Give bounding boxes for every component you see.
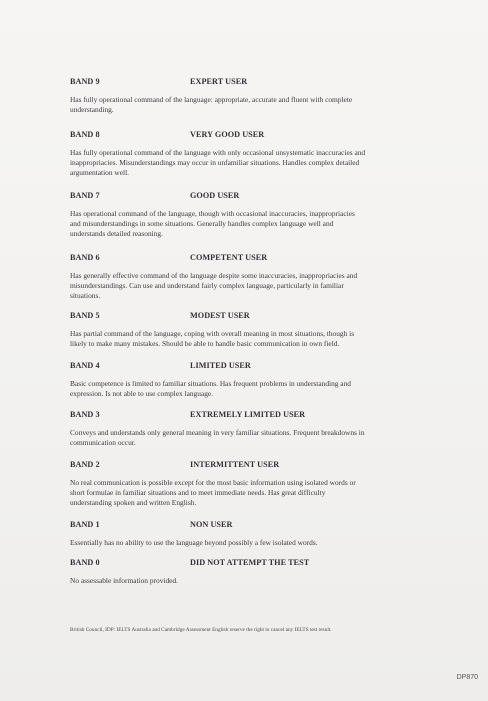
band-description: No assessable information provided. xyxy=(70,576,178,585)
band-title: LIMITED USER xyxy=(190,361,251,370)
document-code: DP870 xyxy=(456,674,478,681)
band-description: No real communication is possible except for the most basic information using isolated words or short formulae in familiar situations and to meet immediate needs. Has great difficulty understanding spoken and written English. xyxy=(70,478,356,507)
band-title: GOOD USER xyxy=(190,191,240,200)
band-descriptors xyxy=(70,77,420,594)
band-number: BAND 7 xyxy=(70,191,100,200)
band-number: BAND 2 xyxy=(70,460,100,469)
band-title: DID NOT ATTEMPT THE TEST xyxy=(190,558,310,567)
band-description: Has generally effective command of the language despite some inaccuracies, inappropriacies and misunderstandings. Can use and understand fairly complex language, particularly in familiar situations. xyxy=(70,271,358,300)
band-heading xyxy=(70,520,420,534)
band-description: Has partial command of the language, coping with overall meaning in most situations, though is likely to make many mistakes. Should be able to handle basic communication in own field. xyxy=(70,329,355,348)
band-description: Basic competence is limited to familiar situations. Has frequent problems in understanding and expression. Is not able to use complex language. xyxy=(70,379,351,398)
band-heading xyxy=(70,558,420,572)
band-0-section xyxy=(70,558,420,594)
band-4-section xyxy=(70,361,420,410)
band-title: NON USER xyxy=(190,520,233,529)
band-number: BAND 6 xyxy=(70,253,100,262)
band-number: BAND 5 xyxy=(70,311,100,320)
band-1-section xyxy=(70,520,420,558)
band-heading xyxy=(70,311,420,325)
band-description: Has fully operational command of the language with only occasional unsystematic inaccuracies and inappropriacies. Misunderstandings may occur in unfamiliar situations. Handles complex detailed argumentation well. xyxy=(70,148,366,177)
band-9-section xyxy=(70,77,420,130)
band-title: EXTREMELY LIMITED USER xyxy=(190,410,306,419)
band-2-section xyxy=(70,460,420,520)
band-heading xyxy=(70,253,420,267)
band-8-section xyxy=(70,130,420,191)
band-7-section xyxy=(70,191,420,253)
band-title: VERY GOOD USER xyxy=(190,130,265,139)
band-6-section xyxy=(70,253,420,311)
band-3-section xyxy=(70,410,420,460)
band-title: EXPERT USER xyxy=(190,77,248,86)
band-number: BAND 8 xyxy=(70,130,100,139)
band-title: INTERMITTENT USER xyxy=(190,460,280,469)
band-number: BAND 4 xyxy=(70,361,100,370)
band-description: Has operational command of the language, though with occasional inaccuracies, inappropriacies and misunderstandings in some situations. Generally handles complex language well and understands detailed reasoning. xyxy=(70,209,355,238)
band-heading xyxy=(70,191,420,205)
band-number: BAND 0 xyxy=(70,558,100,567)
band-description: Essentially has no ability to use the language beyond possibly a few isolated words. xyxy=(70,538,318,547)
band-description: Has fully operational command of the language: appropriate, accurate and fluent with complete understanding. xyxy=(70,95,353,114)
band-5-section xyxy=(70,311,420,361)
band-title: MODEST USER xyxy=(190,311,250,320)
band-number: BAND 1 xyxy=(70,520,100,529)
band-title: COMPETENT USER xyxy=(190,253,268,262)
band-heading xyxy=(70,77,420,91)
band-heading xyxy=(70,130,420,144)
band-heading xyxy=(70,460,420,474)
band-number: BAND 9 xyxy=(70,77,100,86)
band-heading xyxy=(70,361,420,375)
footer-note: British Council, IDP: IELTS Australia and Cambridge Assessment English reserve the right to cancel any IELTS test result. xyxy=(70,627,332,633)
band-number: BAND 3 xyxy=(70,410,100,419)
band-description: Conveys and understands only general meaning in very familiar situations. Frequent breakdowns in communication occur. xyxy=(70,428,365,447)
band-heading xyxy=(70,410,420,424)
